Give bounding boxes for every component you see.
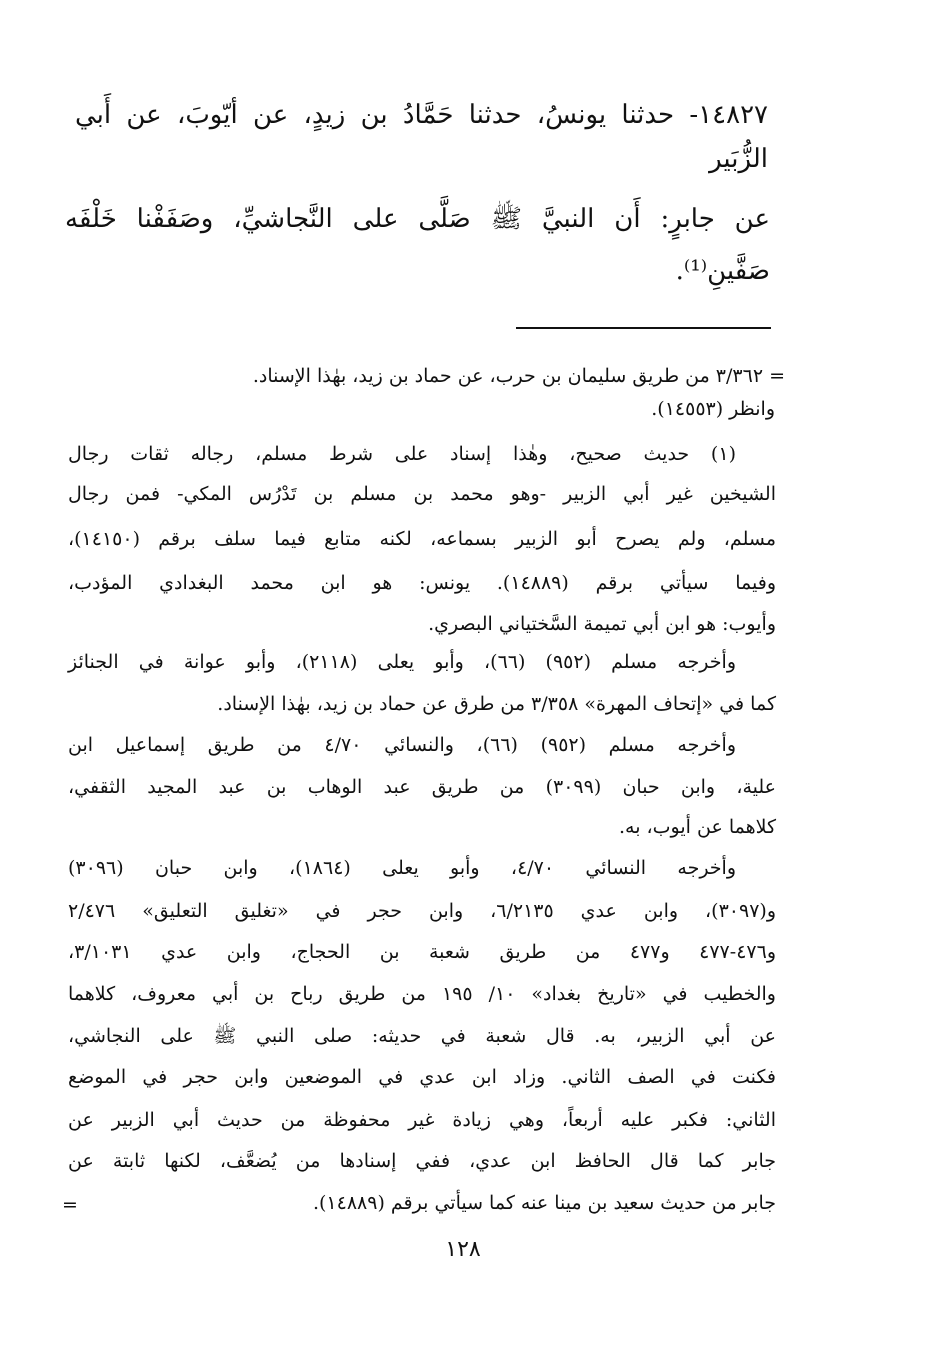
footnote-line: كما في «إتحاف المهرة» ٣/٣٥٨ من طرق عن حماد بن زيد، بهٰذا الإسناد.	[217, 693, 776, 715]
footnote-line: فكنت في الصف الثاني. وزاد ابن عدي في الموضعين وابن حجر في الموضع	[68, 1066, 776, 1088]
footnote-line: علية، وابن حبان (٣٠٩٩) من طريق عبد الوهاب بن عبد المجيد الثقفي،	[68, 776, 777, 798]
footnote-line: وأخرجه النسائي ٤/٧٠، وأبو يعلى (١٨٦٤)، وابن حبان (٣٠٩٦)	[68, 857, 737, 879]
hadith-matn-line: صَفَّينِ⁽¹⁾.	[675, 256, 770, 286]
footnote-line: وأيوب: هو ابن أبي تميمة السَّختياني البصري.	[428, 613, 776, 635]
footnote-line: جابر كما قال الحافظ ابن عدي، ففي إسنادها من يُضعَّف، لكنها ثابتة عن	[68, 1150, 776, 1172]
footnote-line: و٤٧٦-٤٧٧ و٤٧٧ من طريق شعبة بن الحجاج، وابن عدي ٣/١٠٣١،	[68, 941, 776, 963]
footnote-line: وانظر (١٤٥٥٣).	[651, 398, 775, 420]
footnote-line: (١) حديث صحيح، وهٰذا إسناد على شرط مسلم، رجاله ثقات رجال	[68, 443, 736, 465]
footnote-line: وفيما سيأتي برقم (١٤٨٨٩). يونس: هو ابن محمد البغدادي المؤدب،	[68, 572, 776, 594]
footnote-line: = ٣/٣٦٢ من طريق سليمان بن حرب، عن حماد بن زيد، بهٰذا الإسناد.	[252, 365, 785, 387]
hadith-matn-line: عن جابرٍ: أَن النبيَّ ﷺ صَلَّى على النَّجاشيِّ، وصَفَفْنا خَلْفَه	[65, 204, 770, 234]
hadith-chain-line: ١٤٨٢٧- حدثنا يونسُ، حدثنا حَمَّادُ بن زيدٍ، عن أيّوبَ، عن أَبي	[75, 100, 768, 130]
footnote-line: مسلم، ولم يصرح أبو الزبير بسماعه، لكنه متابع فيما سلف برقم (١٤١٥٠)،	[68, 528, 776, 550]
footnote-line: عن أبي الزبير، به. قال شعبة في حديثه: صلى النبي ﷺ على النجاشي،	[68, 1025, 776, 1047]
footnote-line: و(٣٠٩٧)، وابن عدي ٦/٢١٣٥، وابن حجر في «تغليق التعليق» ٢/٤٧٦	[68, 900, 776, 922]
footnote-line: وأخرجه مسلم (٩٥٢) (٦٦)، وأبو يعلى (٢١١٨)، وأبو عوانة في الجنائز	[68, 651, 736, 673]
footnote-line: كلاهما عن أيوب، به.	[618, 816, 776, 838]
continuation-mark: =	[62, 1194, 78, 1216]
footnote-line: الشيخين غير أبي الزبير -وهو محمد بن مسلم بن تَدْرُس المكي- فمن رجال	[68, 483, 776, 505]
footnote-line: الثاني: فكبر عليه أربعاً، وهي زيادة غير محفوظة من حديث أبي الزبير عن	[68, 1109, 776, 1131]
footnote-line: والخطيب في «تاريخ بغداد» ١٠/ ١٩٥ من طريق رباح بن أبي معروف، كلاهما	[68, 983, 776, 1005]
footnote-line: وأخرجه مسلم (٩٥٢) (٦٦)، والنسائي ٤/٧٠ من طريق إسماعيل ابن	[68, 734, 736, 756]
hadith-chain-line: الزُّبَير	[709, 144, 768, 174]
page-number: ١٢٨	[445, 1237, 481, 1262]
footnote-line: جابر من حديث سعيد بن مينا عنه كما سيأتي برقم (١٤٨٨٩).	[312, 1192, 776, 1214]
footnote-separator	[516, 327, 771, 329]
